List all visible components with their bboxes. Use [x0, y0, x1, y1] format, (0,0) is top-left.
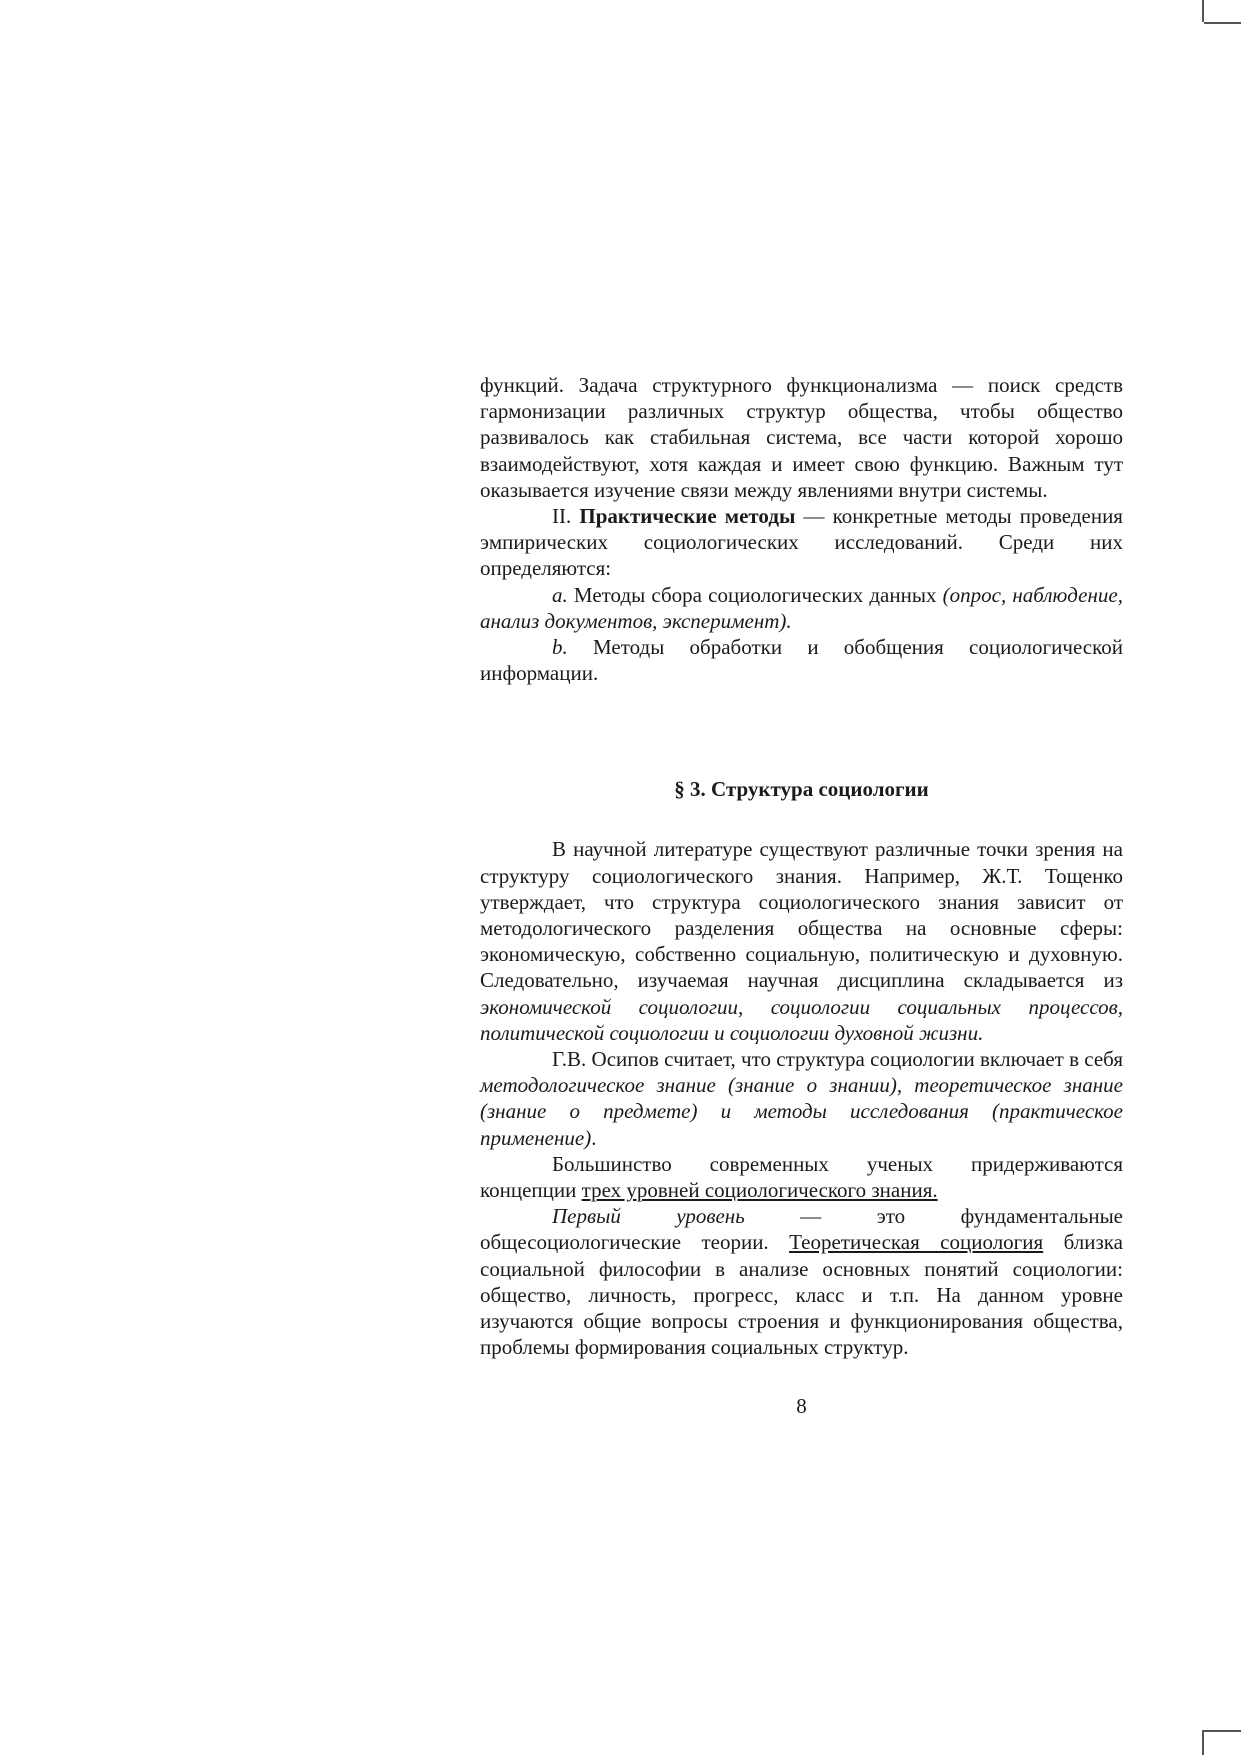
paragraph-first-level: Первый уровень — это фундаментальные общесоциологические теории. Теоретическая социология близка социальной философии в анализе основных понятий социологии: общество, личность, прогресс, класс и т.п. На данном уровне изучаются общие вопросы строения и функционирования общества, проблемы формирования социальных структур.: [480, 1204, 1123, 1360]
term-practical-methods: Практические методы: [579, 504, 796, 529]
list-marker-b: b.: [552, 635, 568, 660]
crop-mark-top-vertical: [1202, 0, 1204, 22]
underlined-three-levels: трех уровней социологического знания.: [581, 1178, 938, 1203]
paragraph-three-levels: Большинство современных ученых придерживаются концепции трех уровней социологического знания.: [480, 1151, 1123, 1203]
list-item-a: a. Методы сбора социологических данных (опрос, наблюдение, анализ документов, эксперимент).: [480, 582, 1123, 633]
list-item-b: b. Методы обработки и обобщения социологической информации.: [480, 635, 1123, 686]
crop-mark-top-horizontal: [1204, 22, 1241, 24]
paragraph-osipov: Г.В. Осипов считает, что структура социологии включает в себя методологическое знание (знание о знании), теоретическое знание (знание о предмете) и методы исследования (практическое применение).: [480, 1047, 1123, 1150]
underlined-theoretical-sociology: Теоретическая социология: [789, 1230, 1044, 1255]
crop-mark-bottom-horizontal: [1204, 1730, 1241, 1732]
paragraph-functionalism: функций. Задача структурного функционализма — поиск средств гармонизации различных структур общества, чтобы общество развивалось как стабильная система, все части которой хорошо взаимодействуют, хотя каждая и имеет свою функцию. Важным тут оказывается изучение связи между явлениями внутри системы.: [480, 373, 1123, 502]
list-marker-a: a.: [552, 582, 568, 607]
methods-examples: (опрос, наблюдение, анализ документов, эксперимент).: [480, 582, 1123, 633]
page-body: [480, 372, 1123, 1361]
paragraph-practical-methods: II. Практические методы — конкретные методы проведения эмпирических социологических исследований. Среди них определяются:: [480, 504, 1123, 581]
crop-mark-bottom-vertical: [1202, 1730, 1204, 1755]
section-heading: § 3. Структура социологии: [674, 777, 929, 802]
paragraph-toshchenko: В научной литературе существуют различные точки зрения на структуру социологического знания. Например, Ж.Т. Тощенко утверждает, что структура социологического знания зависит от методологического разделения общества на основные сферы: экономическую, собственно социальную, политическую и духовную. Следовательно, изучаемая научная дисциплина складывается из экономической социологии, социологии социальных процессов, политической социологии и социологии духовной жизни.: [480, 837, 1123, 1045]
page-number: 8: [796, 1394, 807, 1418]
